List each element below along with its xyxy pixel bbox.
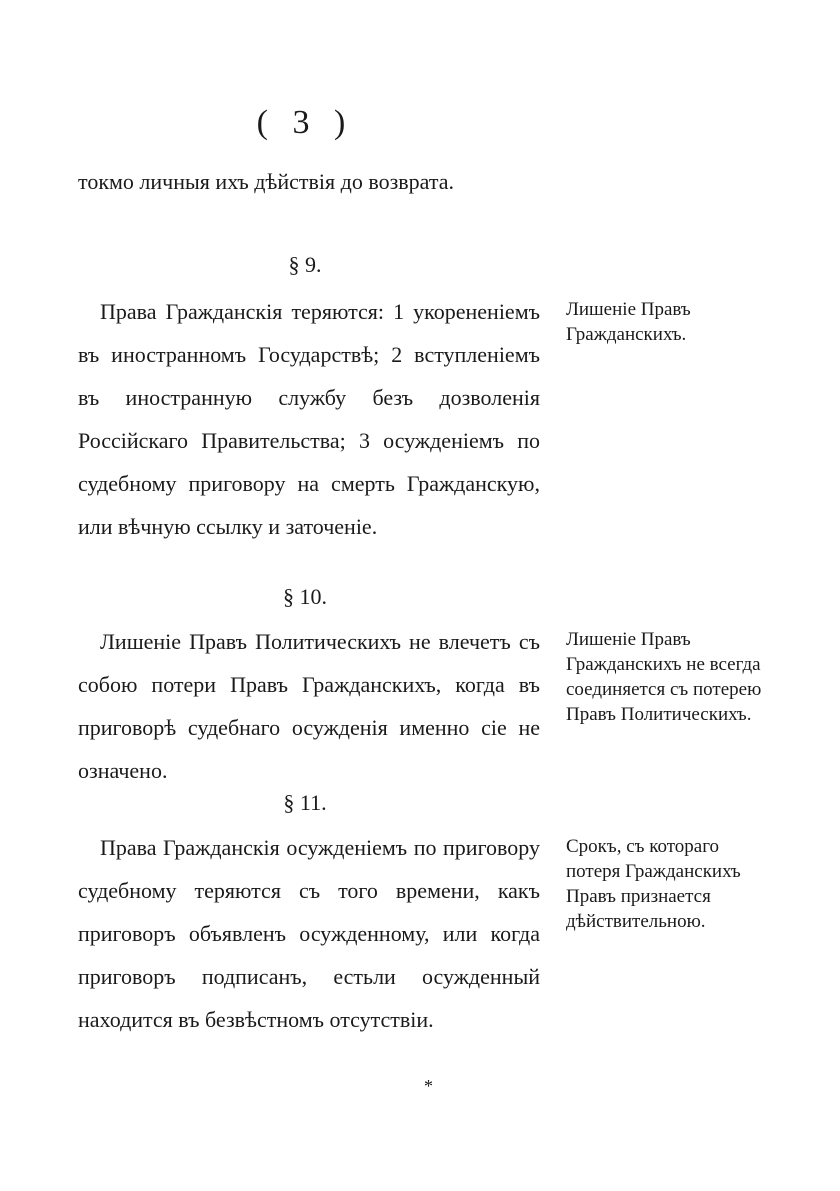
footer-ornament: *	[424, 1076, 433, 1096]
section-11-paragraph	[78, 826, 540, 1041]
section-10-text: Лишеніе Правъ Политическихъ не влечетъ съ собою потери Правъ Гражданскихъ, когда въ приговорѣ судебнаго осужденія именно сіе не означено.	[78, 629, 540, 783]
continuation-text: токмо личныя ихъ дѣйствія до возврата.	[78, 169, 454, 194]
section-9-mark: § 9.	[288, 252, 322, 277]
section-9-paragraph	[78, 290, 540, 548]
section-9-text: Права Гражданскія теряются: 1 укорененіемъ въ иностранномъ Государствѣ; 2 вступленіемъ въ иностранную службу безъ дозволенія Россійскаго Правительства; 3 осужденіемъ по судебному приговору на смерть Гражданскую, или вѣчную ссылку и заточеніе.	[78, 299, 540, 539]
page-number: ( 3 )	[256, 104, 354, 141]
section-10-mark: § 10.	[283, 584, 327, 609]
section-11-mark: § 11.	[283, 790, 327, 815]
continuation-paragraph	[78, 160, 540, 203]
section-10-margin-note: Лишеніе Правъ Гражданскихъ не всегда соединяется съ потерею Правъ Политическихъ.	[566, 629, 762, 725]
section-9-margin-note: Лишеніе Правъ Гражданскихъ.	[566, 299, 691, 345]
section-11-text: Права Гражданскія осужденіемъ по приговору судебному теряются съ того времени, какъ приговоръ объявленъ осужденному, или когда приговоръ подписанъ, естьли осужденный находится въ безвѣстномъ отсутствіи.	[78, 835, 540, 1032]
section-10-paragraph	[78, 620, 540, 792]
section-11-margin-note: Срокъ, съ котораго потеря Гражданскихъ Правъ признается дѣйствительною.	[566, 836, 741, 932]
